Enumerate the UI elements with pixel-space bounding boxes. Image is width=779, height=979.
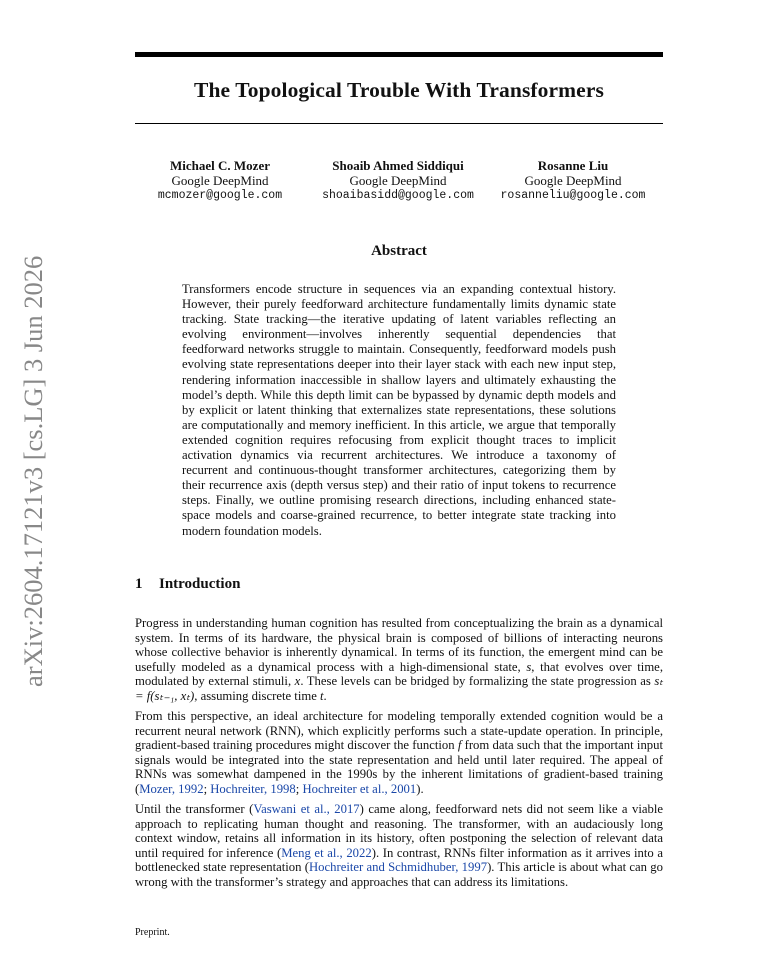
author-affiliation: Google DeepMind (171, 173, 269, 188)
citation-link[interactable]: Hochreiter, 1998 (210, 781, 296, 796)
author-name: Michael C. Mozer (170, 158, 270, 173)
text: ) came along, feedforward nets did not seem like a viable approach to replicating human thought and reasoning. The transformer, with an audaciously long context window, retains all information in its history, often postponing the selection of relevant data until required for inference ( (135, 802, 663, 860)
footer-preprint: Preprint. (135, 927, 170, 938)
text: from data such that the important input signals would be integrated into the state representation and held until later required. The appeal of RNNs was somewhat dampened in the 1990s by the inherent limitations of gradient-based training ( (135, 738, 663, 796)
text: Until the transformer ( (135, 802, 254, 816)
text: ). This article is about what can go wrong with the transformer’s strategy and approaches that can address its limitations. (135, 860, 663, 889)
abstract (182, 282, 616, 539)
math-var: t (320, 688, 324, 703)
citation-link[interactable]: Meng et al., 2022 (281, 845, 372, 860)
author-2 (303, 158, 493, 203)
math-var: x (294, 674, 301, 688)
paragraph-3 (135, 802, 663, 889)
text: ; (295, 781, 303, 796)
paragraph-2 (135, 709, 663, 796)
author-name: Rosanne Liu (537, 158, 609, 173)
math-var: f (457, 738, 462, 752)
text: ). (416, 781, 424, 796)
citation-link[interactable]: Mozer, 1992 (139, 781, 204, 796)
text: From this perspective, an ideal architecture for modeling temporally extended cognition would be a recurrent neural network (RNN), which explicitly performs such a state-update operation. In principle, gradient-based training procedures might discover the function (135, 709, 663, 752)
author-affiliation: Google DeepMind (524, 173, 622, 188)
abstract-text: Transformers encode structure in sequences via an expanding contextual history. However, their purely feedforward architecture fundamentally limits dynamic state tracking. State tracking—the iterative updating of latent variables reflecting an evolving environment—involves inherently sequential dependencies that feedforward networks struggle to maintain. Consequently, feedforward models push evolving state representations deeper into their layer stack with each new input step, rendering information inaccessible in shallow layers and ultimately exhausting the model’s depth. While this depth limit can be bypassed by dynamic depth models and by explicit or latent thinking that externalizes state representations, these solutions are computationally and memory inefficient. In this article, we argue that temporally extended cognition requires refocusing from explicit thought traces to implicit activation dynamics via recurrent architectures. We introduce a taxonomy of recurrent and continuous-thought transformer architectures, categorizing them by their recurrence axis (depth versus step) and their ratio of input tokens to recurrence steps. Finally, we outline promising research directions, including enhanced state-space models and coarse-grained recurrence, to better integrate state tracking into modern foundation models. (182, 282, 616, 538)
citation-link[interactable]: Vaswani et al., 2017 (253, 802, 360, 816)
top-rule (135, 52, 663, 57)
abstract-heading: Abstract (371, 243, 427, 259)
citation-link[interactable]: Hochreiter and Schmidhuber, 1997 (308, 860, 488, 874)
text: ; (203, 781, 211, 796)
text: , that evolves over time, modulated by external stimuli, (135, 659, 663, 688)
author-name: Shoaib Ahmed Siddiqui (332, 158, 464, 173)
author-1 (135, 158, 305, 203)
section-heading (135, 576, 240, 593)
section-title: Introduction (159, 576, 241, 592)
title-rule (135, 123, 663, 124)
citation-link[interactable]: Hochreiter et al., 2001 (302, 781, 417, 796)
math-var: s (526, 659, 532, 674)
text: , assuming discrete time (194, 688, 321, 703)
author-email: mcmozer@google.com (157, 189, 283, 202)
paper-title: The Topological Trouble With Transformers (194, 78, 604, 102)
author-affiliation: Google DeepMind (349, 173, 447, 188)
text: Progress in understanding human cognition has resulted from conceptualizing the brain as a dynamical system. In terms of its hardware, the physical brain is composed of billions of interacting neurons whose collective behavior is inherently dynamical. In terms of its function, the emergent mind can be usefully modeled as a dynamical process with a high-dimensional state, (135, 616, 663, 674)
equation: sₜ = f(sₜ₋₁, xₜ) (135, 674, 663, 703)
author-email: rosanneliu@google.com (500, 189, 646, 202)
text: . These levels can be bridged by formalizing the state progression as (300, 674, 655, 688)
paragraph-1 (135, 616, 663, 703)
section-number: 1 (135, 576, 143, 592)
body-text (135, 616, 663, 895)
arxiv-identifier: arXiv:2604.17121v3 [cs.LG] 3 Jun 2026 (18, 255, 48, 687)
text: ). In contrast, RNNs filter information as it arrives into a bottlenecked state representation ( (135, 845, 663, 874)
author-email: shoaibasidd@google.com (322, 189, 474, 202)
author-block (135, 158, 663, 218)
text: . (323, 688, 327, 703)
author-3 (483, 158, 663, 203)
